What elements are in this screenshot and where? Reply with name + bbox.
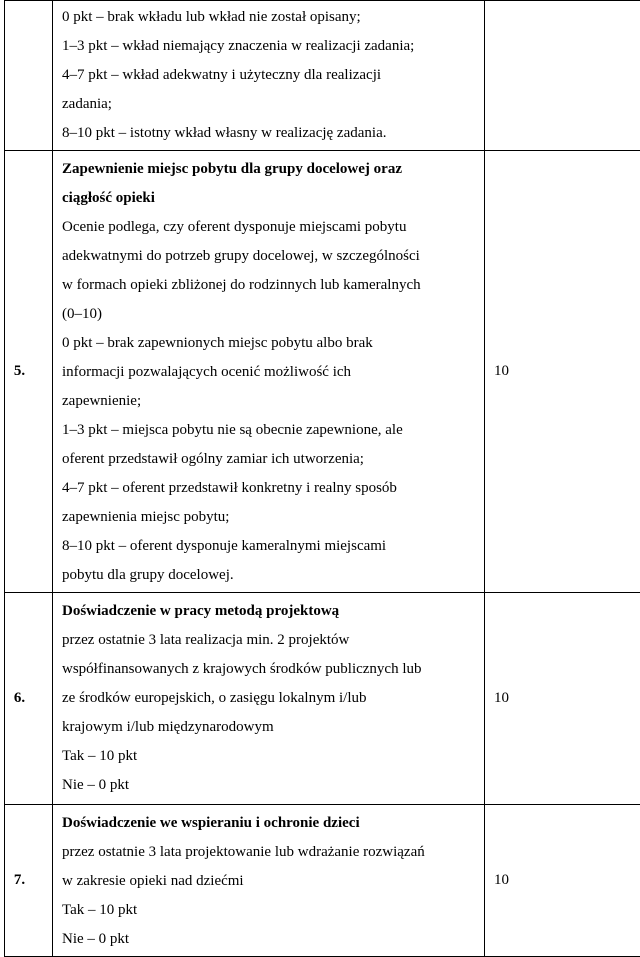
description-line: adekwatnymi do potrzeb grupy docelowej, w szczególności [62,242,478,271]
table-row [5,1,640,151]
description-line: w formach opieki zbliżonej do rodzinnych lub kameralnych [62,271,478,300]
row-number-cell [5,151,53,593]
max-points-cell [485,1,640,151]
table-row [5,805,640,957]
row-number-cell [5,593,53,805]
row-number-cell [5,805,53,957]
description-line: w zakresie opieki nad dziećmi [62,867,478,896]
max-points: 10 [494,872,509,888]
description-line: 1–3 pkt – wkład niemający znaczenia w realizacji zadania; [62,32,478,61]
description-line: współfinansowanych z krajowych środków publicznych lub [62,655,478,684]
max-points: 10 [494,690,509,706]
description-line: pobytu dla grupy docelowej. [62,561,478,590]
description-line: zadania; [62,90,478,119]
description-line: Nie – 0 pkt [62,771,478,800]
criteria-table [4,0,640,957]
criterion-title-line: Doświadczenie we wspieraniu i ochronie dzieci [62,809,478,838]
row-number-cell [5,1,53,151]
description-line: Ocenie podlega, czy oferent dysponuje miejscami pobytu [62,213,478,242]
max-points-cell [485,151,640,593]
description-line: (0–10) [62,300,478,329]
description-line: 1–3 pkt – miejsca pobytu nie są obecnie zapewnione, ale [62,416,478,445]
table-row [5,151,640,593]
criterion-title-line: Zapewnienie miejsc pobytu dla grupy docelowej oraz [62,155,478,184]
row-number: 7. [14,872,25,889]
max-points-cell [485,593,640,805]
description-line: ze środków europejskich, o zasięgu lokalnym i/lub [62,684,478,713]
max-points: 10 [494,363,509,379]
criterion-description-cell [53,593,485,805]
description-line: zapewnienie; [62,387,478,416]
description-line: przez ostatnie 3 lata projektowanie lub wdrażanie rozwiązań [62,838,478,867]
description-line: przez ostatnie 3 lata realizacja min. 2 projektów [62,626,478,655]
description-line: informacji pozwalających ocenić możliwość ich [62,358,478,387]
description-line: Tak – 10 pkt [62,896,478,925]
table-row [5,593,640,805]
max-points-cell [485,805,640,957]
description-line: Tak – 10 pkt [62,742,478,771]
description-line: krajowym i/lub międzynarodowym [62,713,478,742]
criterion-title-line: Doświadczenie w pracy metodą projektową [62,597,478,626]
description-line: 0 pkt – brak wkładu lub wkład nie został opisany; [62,3,478,32]
description-line: 8–10 pkt – istotny wkład własny w realizację zadania. [62,119,478,148]
description-line: oferent przedstawił ogólny zamiar ich utworzenia; [62,445,478,474]
criterion-description-cell [53,151,485,593]
description-line: 0 pkt – brak zapewnionych miejsc pobytu albo brak [62,329,478,358]
description-line: Nie – 0 pkt [62,925,478,954]
description-line: 4–7 pkt – oferent przedstawił konkretny i realny sposób [62,474,478,503]
criterion-description-cell [53,805,485,957]
criterion-description-cell [53,1,485,151]
criterion-title-line: ciągłość opieki [62,184,478,213]
row-number: 5. [14,363,25,380]
row-number: 6. [14,690,25,707]
description-line: zapewnienia miejsc pobytu; [62,503,478,532]
description-line: 8–10 pkt – oferent dysponuje kameralnymi miejscami [62,532,478,561]
description-line: 4–7 pkt – wkład adekwatny i użyteczny dla realizacji [62,61,478,90]
